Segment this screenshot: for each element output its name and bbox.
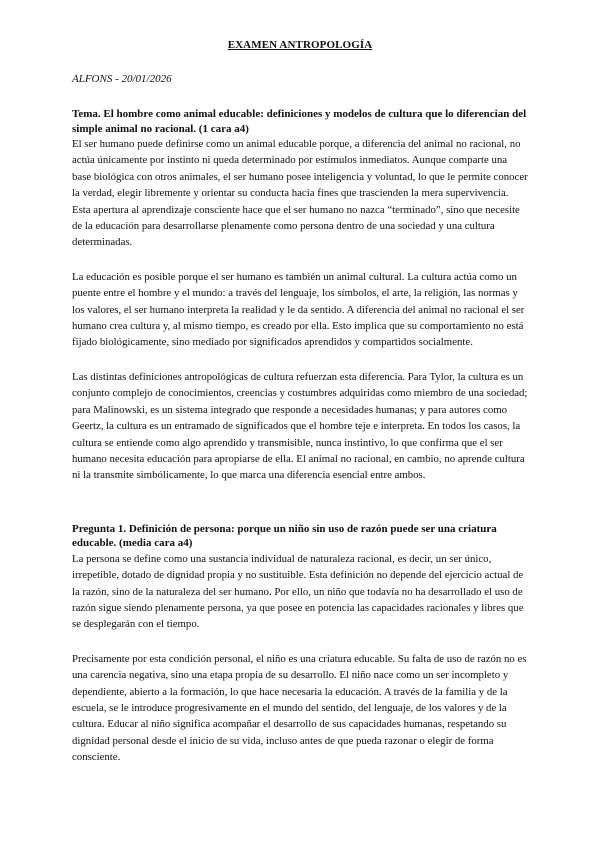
document-title: EXAMEN ANTROPOLOGÍA [227, 39, 373, 51]
paragraph: La persona se define como una sustancia individual de naturaleza racional, es decir, un ser único, irrepetible, dotado de dignidad propia y no sustituible. Esta definición no depende del ejercicio actual de la razón, sino de la naturaleza del ser humano. Por ello, un niño que todavía no ha desarrollado el uso de razón sigue siendo plenamente persona, ya que posee en potencia las capacidades racionales y libres que se desplegarán con el tiempo. [72, 552, 524, 631]
paragraph: Precisamente por esta condición personal, el niño es una criatura educable. Su falta de uso de razón no es una carencia negativa, sino una etapa propia de su desarrollo. El niño nace como un ser incompleto y dependiente, abierto a la formación, lo que hace necesaria la educación. A través de la familia y de la escuela, se le introduce progresivamente en el mundo del sentido, del lenguaje, de los valores y de la cultura. Educar al niño significa acompañar el desarrollo de sus capacidades humanas, respetando su dignidad personal desde el inicio de su vida, incluso antes de que pueda razonar o elegir de forma consciente. [72, 652, 527, 764]
section-heading: Pregunta 1. Definición de persona: porque un niño sin uso de razón puede ser una criatura educable. (media cara a4) [72, 522, 497, 550]
paragraph: El ser humano puede definirse como un animal educable porque, a diferencia del animal no racional, no actúa únicamente por instinto ni queda determinado por estímulos inmediatos. Aunque comparte una base biológica con otros animales, el ser humano posee inteligencia y voluntad, lo que le permite conocer la verdad, elegir libremente y orientar su conducta hacia fines que trascienden la mera supervivencia. Esta apertura al aprendizaje consciente hace que el ser humano no nazca “terminado”, sino que necesite de la educación para desarrollarse plenamente como persona dentro de una sociedad y una cultura determinadas. [72, 138, 528, 249]
paragraph: La educación es posible porque el ser humano es también un animal cultural. La cultura actúa como un puente entre el hombre y el mundo: a través del lenguaje, los símbolos, el arte, la religión, las normas y los valores, el ser humano interpreta la realidad y le da sentido. A diferencia del animal no racional el ser humano crea cultura y, al mismo tiempo, es creado por ella. Esto implica que su comportamiento no está fijado biológicamente, sino mediado por significados aprendidos y compartidos socialmente. [72, 270, 525, 349]
paragraph: Las distintas definiciones antropológicas de cultura refuerzan esta diferencia. Para Tylor, la cultura es un conjunto complejo de conocimientos, creencias y costumbres adquiridas como miembro de una sociedad; para Malinowski, es un sistema integrado que responde a necesidades humanas; y para autores como Geertz, la cultura es un entramado de significados que el hombre teje e interpreta. En todos los casos, la cultura se entiende como algo aprendido y transmisible, nunca instintivo, lo que confirma que el ser humano necesita educación para apropiarse de ella. El animal no racional, en cambio, no aprende cultura ni la transmite simbólicamente, lo que marca una diferencia esencial entre ambos. [72, 370, 528, 482]
section-heading: Tema. El hombre como animal educable: definiciones y modelos de cultura que lo diferencian del simple animal no racional. (1 cara a4) [72, 108, 527, 135]
author-date-line: ALFONS - 20/01/2026 [72, 73, 172, 85]
section-pregunta-1 [72, 522, 528, 766]
section-tema [72, 107, 528, 484]
